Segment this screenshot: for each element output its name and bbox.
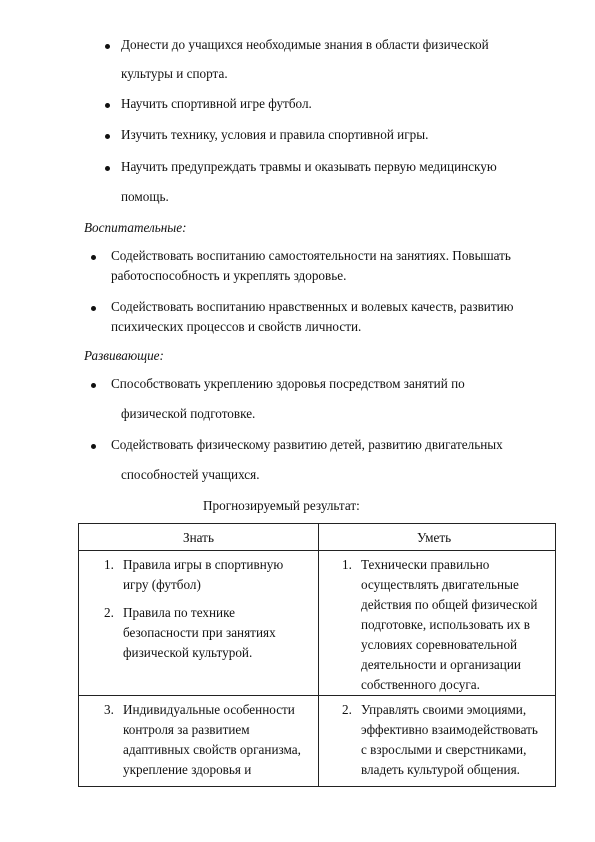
bullet-marker xyxy=(105,166,110,171)
list-item-text: способностей учащихся. xyxy=(121,467,260,482)
bullet-marker xyxy=(91,306,96,311)
table-cell-text: Правила игры в спортивную xyxy=(123,557,284,572)
table-cell-text: Управлять своими эмоциями, xyxy=(361,702,527,717)
table-border xyxy=(78,550,556,551)
result-title: Прогнозируемый результат: xyxy=(203,498,360,513)
table-cell-text: собственного досуга. xyxy=(361,677,480,692)
table-cell-text: Индивидуальные особенности xyxy=(123,702,295,717)
table-cell-text: безопасности при занятиях xyxy=(123,625,276,640)
table-cell-text: игру (футбол) xyxy=(123,577,201,592)
table-header-umet: Уметь xyxy=(417,530,452,545)
table-cell-text: укрепление здоровья и xyxy=(123,762,252,777)
list-item-text: Донести до учащихся необходимые знания в области физической xyxy=(121,37,489,52)
table-cell-text: физической культурой. xyxy=(123,645,253,660)
list-item-text: Содействовать физическому развитию детей, развитию двигательных xyxy=(111,437,503,452)
table-cell-text: деятельности и организации xyxy=(361,657,521,672)
table-border xyxy=(78,695,556,696)
list-item-text: культуры и спорта. xyxy=(121,66,228,81)
table-cell-text: действия по общей физической xyxy=(361,597,538,612)
list-item-text: Изучить технику, условия и правила спортивной игры. xyxy=(121,127,429,142)
list-item-text: Способствовать укреплению здоровья посредством занятий по xyxy=(111,376,465,391)
table-cell-text: с взрослыми и сверстниками, xyxy=(361,742,527,757)
table-cell-text: владеть культурой общения. xyxy=(361,762,520,777)
bullet-marker xyxy=(91,444,96,449)
table-border xyxy=(78,786,556,787)
bullet-marker xyxy=(91,255,96,260)
list-number: 2. xyxy=(104,605,114,620)
list-item-text: Научить предупреждать травмы и оказывать первую медицинскую xyxy=(121,159,497,174)
table-border xyxy=(78,523,79,787)
list-item-text: Содействовать воспитанию самостоятельности на занятиях. Повышать xyxy=(111,248,511,263)
table-cell-text: Правила по технике xyxy=(123,605,236,620)
section-heading-vospitatelnye: Воспитательные: xyxy=(84,220,187,235)
section-heading-razvivayushchie: Развивающие: xyxy=(84,348,164,363)
table-cell-text: подготовке, использовать их в xyxy=(361,617,530,632)
list-item-text: физической подготовке. xyxy=(121,406,256,421)
bullet-marker xyxy=(91,383,96,388)
bullet-marker xyxy=(105,103,110,108)
table-cell-text: адаптивных свойств организма, xyxy=(123,742,301,757)
table-cell-text: осуществлять двигательные xyxy=(361,577,519,592)
list-item-text: работоспособность и укреплять здоровье. xyxy=(111,268,347,283)
list-item-text: Содействовать воспитанию нравственных и волевых качеств, развитию xyxy=(111,299,514,314)
table-cell-text: условиях соревновательной xyxy=(361,637,518,652)
bullet-marker xyxy=(105,134,110,139)
list-number: 1. xyxy=(342,557,352,572)
list-item-text: Научить спортивной игре футбол. xyxy=(121,96,312,111)
table-border xyxy=(555,523,556,787)
table-cell-text: Технически правильно xyxy=(361,557,490,572)
list-item-text: психических процессов и свойств личности. xyxy=(111,319,362,334)
list-number: 3. xyxy=(104,702,114,717)
list-number: 2. xyxy=(342,702,352,717)
table-border xyxy=(78,523,556,524)
table-header-znat: Знать xyxy=(183,530,214,545)
table-cell-text: эффективно взаимодействовать xyxy=(361,722,538,737)
table-border xyxy=(318,523,319,787)
list-number: 1. xyxy=(104,557,114,572)
bullet-marker xyxy=(105,44,110,49)
table-cell-text: контроля за развитием xyxy=(123,722,250,737)
list-item-text: помощь. xyxy=(121,189,169,204)
